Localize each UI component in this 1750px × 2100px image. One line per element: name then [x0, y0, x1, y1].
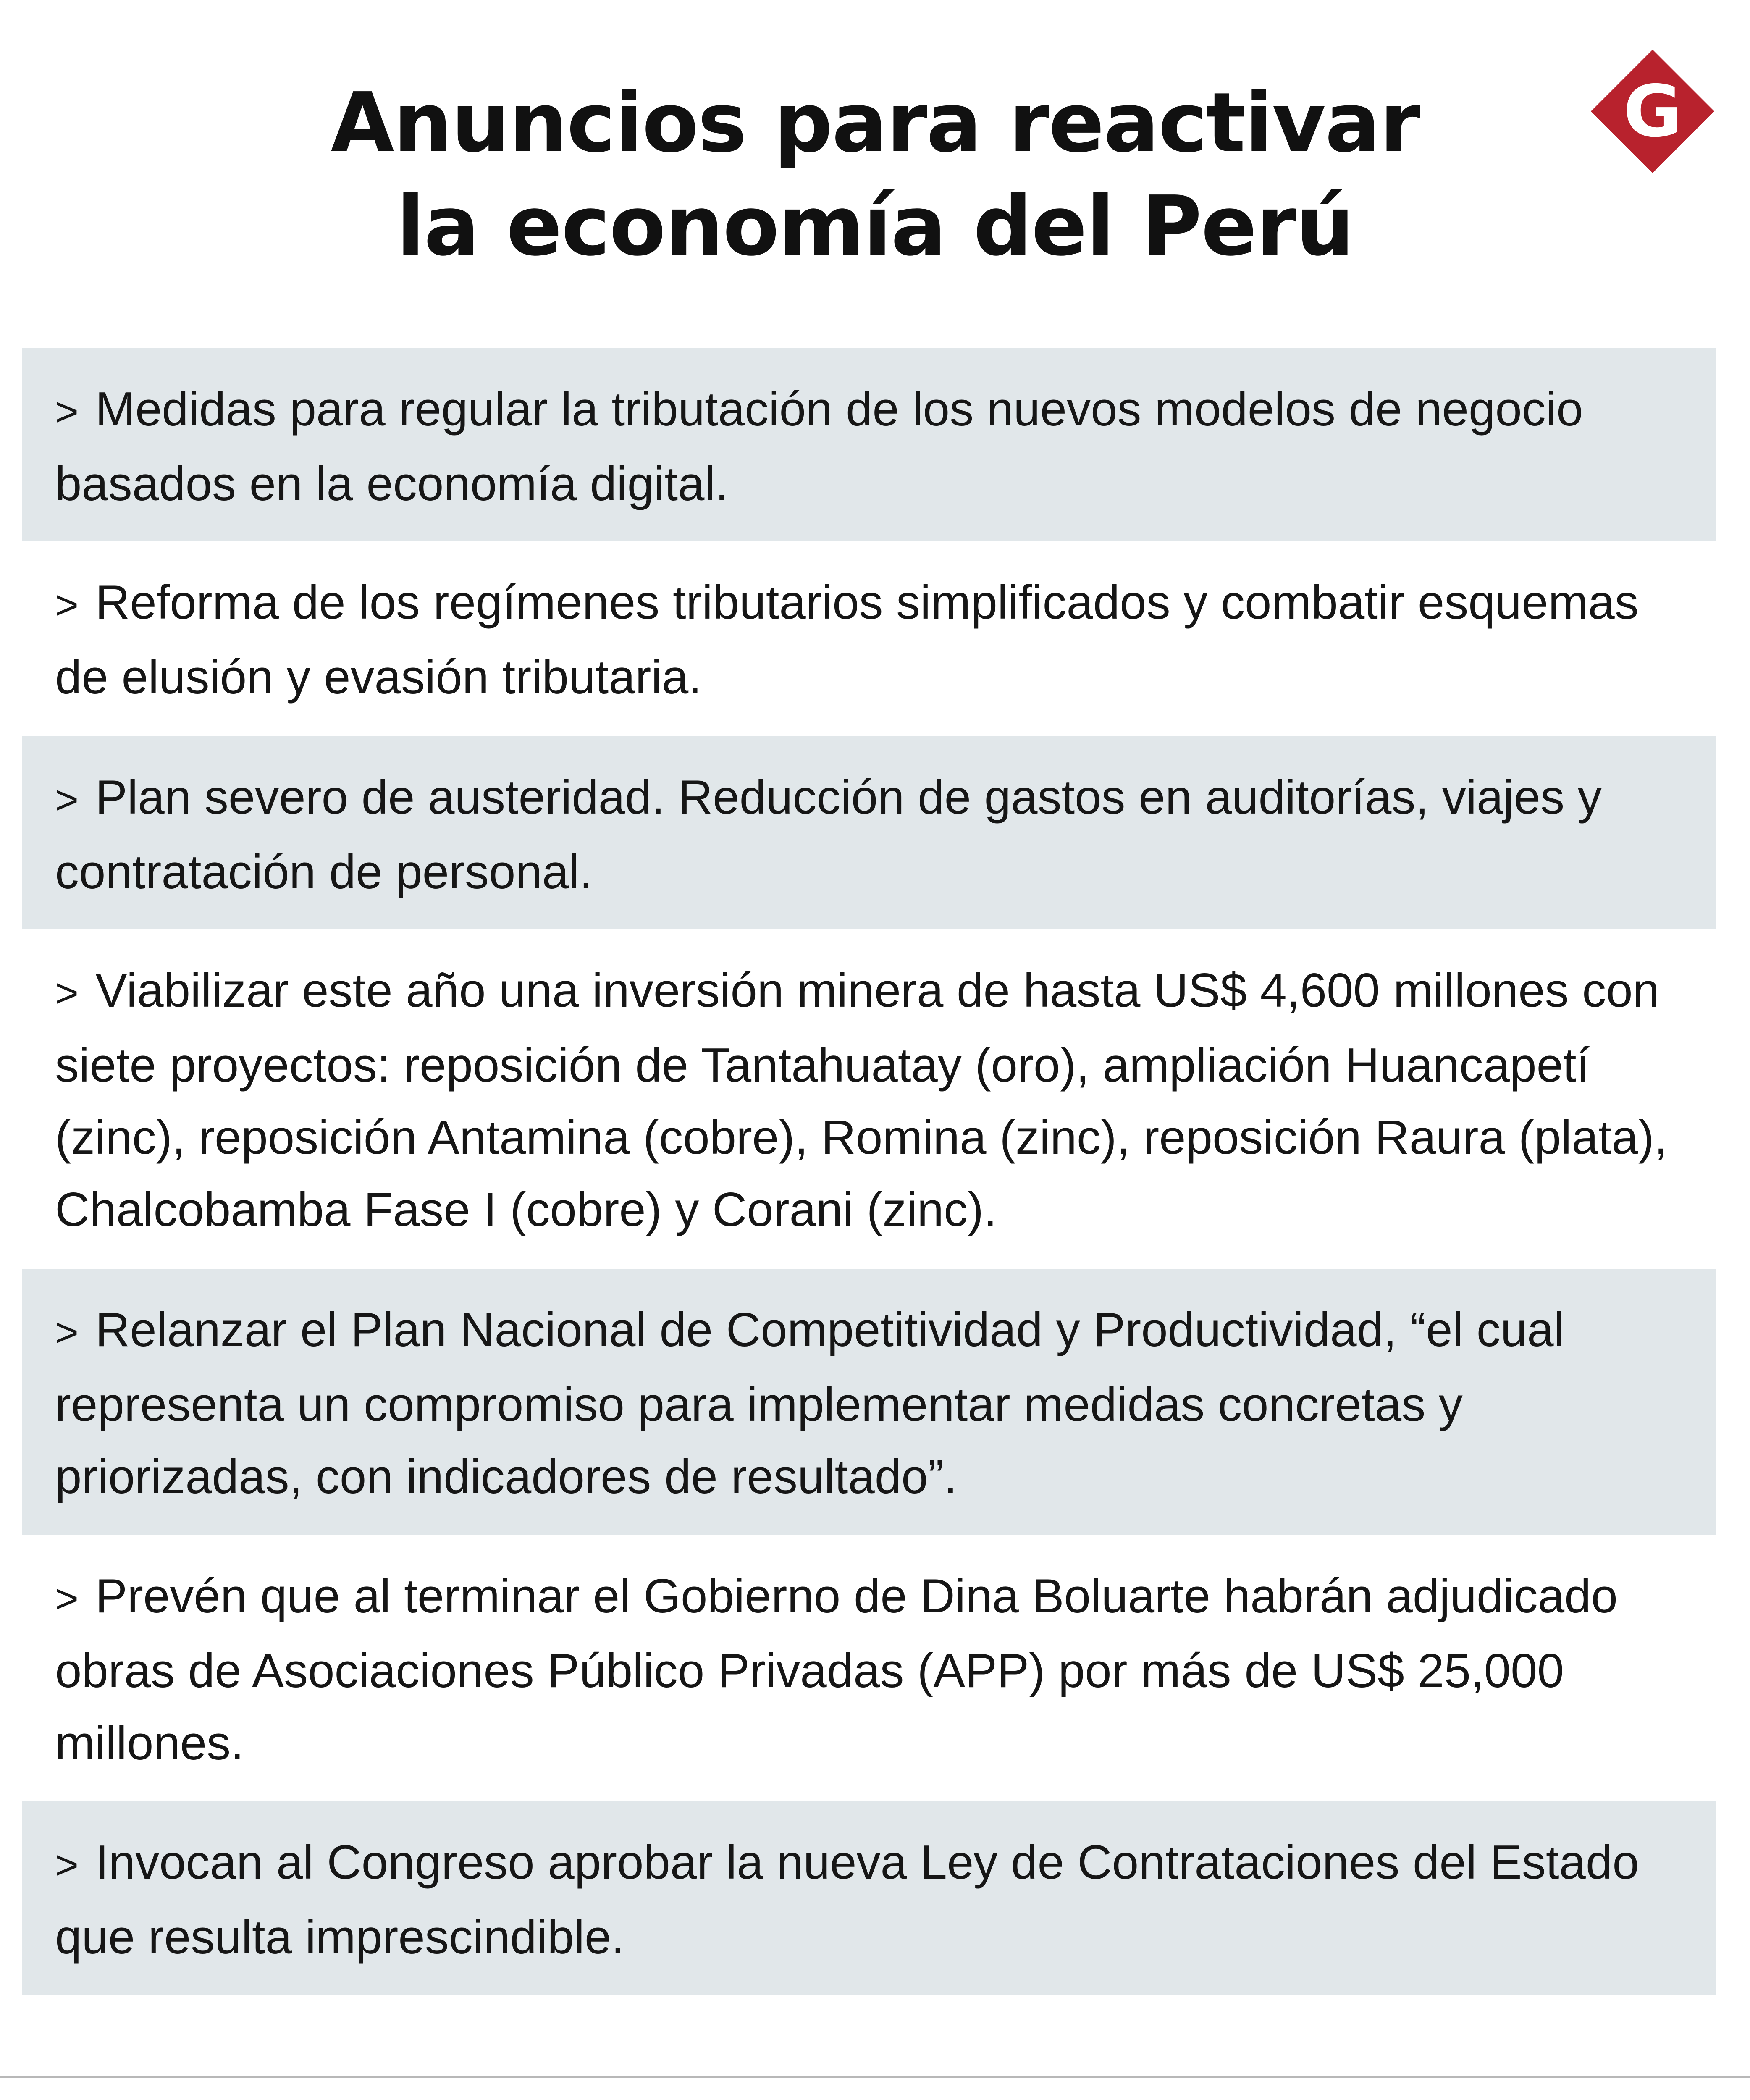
chevron-right-icon: > [55, 389, 79, 434]
announcement-text: Relanzar el Plan Nacional de Competitividad y Productividad, “el cual representa un compromiso para implementar medidas concretas y priorizadas, con indicadores de resultado”. [55, 1303, 1578, 1504]
announcement-text: Plan severo de austeridad. Reducción de gastos en auditorías, viajes y contratación de personal. [55, 771, 1615, 899]
announcement-text: Prevén que al terminar el Gobierno de Dina Boluarte habrán adjudicado obras de Asociaciones Público Privadas (APP) por más de US$ 25,000 millones. [55, 1570, 1631, 1770]
chevron-right-icon: > [55, 1843, 79, 1887]
announcement-item [22, 1535, 1716, 1801]
gestion-logo [1587, 46, 1718, 176]
announcement-text: Reforma de los regímenes tributarios simplificados y combatir esquemas de elusión y evasión tributaria. [55, 576, 1652, 704]
page-title-line-2: la economía del Perú [396, 178, 1354, 274]
page-title-line-1: Anuncios para reactivar [331, 75, 1419, 171]
chevron-right-icon: > [55, 971, 79, 1016]
announcement-item [22, 1269, 1716, 1535]
page-title [0, 71, 1750, 278]
announcement-item [22, 541, 1716, 736]
chevron-right-icon: > [55, 777, 79, 822]
footer-divider [0, 2076, 1750, 2078]
chevron-right-icon: > [55, 583, 79, 627]
chevron-right-icon: > [55, 1576, 79, 1621]
chevron-right-icon: > [55, 1310, 79, 1355]
announcement-item [22, 1801, 1716, 1995]
logo-letter: G [1623, 70, 1682, 153]
announcement-item [22, 348, 1716, 541]
announcement-list [22, 348, 1716, 1995]
announcement-text: Invocan al Congreso aprobar la nueva Ley de Contrataciones del Estado que resulta imprescindible. [55, 1836, 1653, 1964]
announcement-text: Viabilizar este año una inversión minera de hasta US$ 4,600 millones con siete proyectos: reposición de Tantahuatay (oro), ampliación Huancapetí (zinc), reposición Antamina (cobre), Romina (zinc), reposición Raura (plata), Chalcobamba Fase I (cobre) y Corani (zinc). [55, 964, 1681, 1236]
announcement-item [22, 929, 1716, 1269]
announcement-text: Medidas para regular la tributación de los nuevos modelos de negocio basados en la economía digital. [55, 383, 1597, 511]
announcement-item [22, 736, 1716, 929]
